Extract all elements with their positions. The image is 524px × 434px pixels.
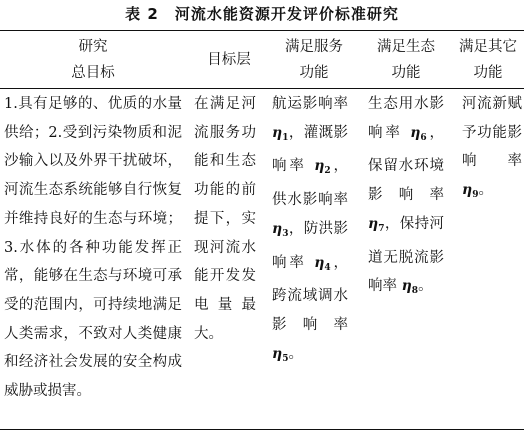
cell-service-function [272,90,348,373]
header-ecology-function-line2: 功能 [391,65,421,81]
header-target-layer [186,47,272,73]
eta-1-symbol: $\eta_1$ [272,124,289,143]
header-research-goal-line1: 研究 [78,39,108,55]
service-text-6: 。 [288,345,303,362]
cell-other-function [462,90,522,210]
ecology-text-3: ，保持河道无脱流影响率 [368,215,444,295]
service-text-3: ，供水影响率 [272,158,348,209]
service-text-4: ，防洪影响率 [272,220,348,271]
header-ecology-function [362,34,450,86]
ecology-text-2: ，保留水环境影响率 [368,124,444,204]
header-research-goal [0,34,186,86]
eta-3-symbol: $\eta_3$ [272,220,289,239]
service-text-5: ，跨流域调水影响率 [272,254,348,333]
eta-6-symbol: $\eta_6$ [410,124,427,143]
header-research-goal-line2: 总目标 [71,65,115,81]
header-service-function-line1: 满足服务 [285,39,343,55]
ecology-text-4: 。 [418,278,433,295]
header-other-function-line1: 满足其它 [459,39,517,55]
header-ecology-function-line1: 满足生态 [377,39,435,55]
eta-4-symbol: $\eta_4$ [314,254,331,273]
other-text-1: 河流新赋予功能影响率 [462,96,522,170]
header-target-layer-label: 目标层 [207,52,251,68]
cell-research-goal: 1.具有足够的、优质的水量供给；2.受到污染物质和泥沙输入以及外界干扰破坏，河流生态系统能够自行恢复并维持良好的生态与环境；3.水体的各种功能发挥正常，能够在生态与环境可承受的范围内，可持续地满足人类需求，不致对人类健康和经济社会发展的安全构成威胁或损害。 [4,96,182,400]
table-top-rule [0,30,524,31]
cell-target-layer: 在满足河流服务功能和生态功能的前提下，实现河流水能开发发电量最大。 [194,96,256,342]
ecology-text-1: 生态用水影响率 [368,96,444,141]
eta-7-symbol: $\eta_7$ [368,215,385,234]
service-text-1: 航运影响率 [272,96,348,112]
service-text-2: ，灌溉影响率 [272,124,348,175]
table-title: 表 2 河流水能资源开发评价标准研究 [125,5,399,23]
table-bottom-rule [0,429,524,430]
eta-9-symbol: $\eta_9$ [462,182,479,201]
table-header-rule [0,88,524,89]
header-service-function [268,34,360,86]
eta-8-symbol: $\eta_8$ [401,278,419,297]
eta-2-symbol: $\eta_2$ [314,158,331,177]
header-other-function [452,34,524,86]
other-text-2: 。 [478,182,493,199]
eta-5-symbol: $\eta_5$ [272,345,289,364]
header-other-function-line2: 功能 [473,65,503,81]
cell-ecology-function [368,90,444,306]
header-service-function-line2: 功能 [299,65,329,81]
